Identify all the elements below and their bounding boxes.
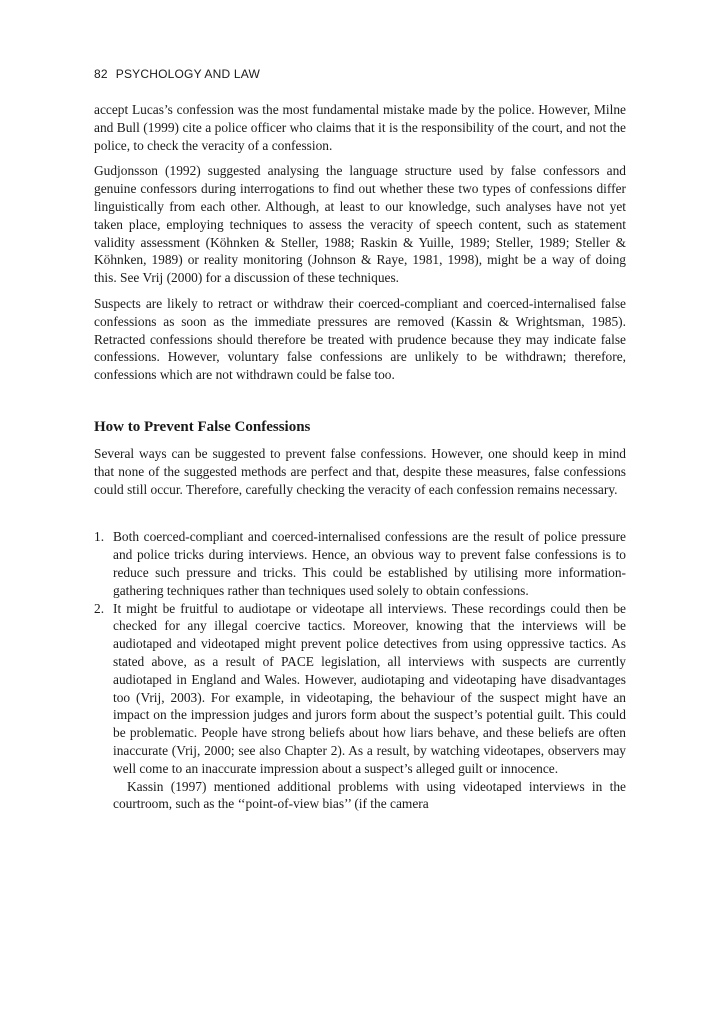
section-heading: How to Prevent False Confessions [94, 418, 311, 435]
body-paragraph: Suspects are likely to retract or withdraw their coerced-compliant and coerced-internalised false confessions as soon as the immediate pressures are removed (Kassin & Wrightsman, 1985). Retracted confessions should therefore be treated with prudence because they may indicate false confessions. However, voluntary false confessions are unlikely to be withdrawn; therefore, confessions which are not withdrawn could be false too. [94, 295, 626, 383]
list-number: 2. [94, 600, 105, 616]
body-paragraph: accept Lucas’s confession was the most fundamental mistake made by the police. However, Milne and Bull (1999) cite a police officer who claims that it is the responsibility of the court, and not the police, to check the veracity of a confession. [94, 102, 626, 153]
body-paragraph: Gudjonsson (1992) suggested analysing the language structure used by false confessors and genuine confessors during interrogations to find out whether these two types of confessions differ linguistically from each other. Although, at least to our knowledge, such analyses have not yet taken place, employing techniques to assess the veracity of speech content, such as statement validity assessment (Köhnken & Steller, 1988; Raskin & Yuille, 1989; Steller, 1989; Steller & Köhnken, 1989) or reality monitoring (Johnson & Raye, 1981, 1998), might be a way of doing this. See Vrij (2000) for a discussion of these techniques. [94, 163, 626, 286]
running-header [94, 66, 626, 82]
list-item-text: Both coerced-compliant and coerced-internalised confessions are the result of police pressure and police tricks during interviews. Hence, an obvious way to prevent false confessions is to reduce such pressure and tricks. This could be established by utilising more information-gathering techniques rather than techniques used solely to obtain confessions. [113, 529, 626, 598]
list-number: 1. [94, 529, 105, 545]
list-item-continuation: Kassin (1997) mentioned additional problems with using videotaped interviews in the courtroom, such as the ‘‘point-of-view bias’’ (if the camera [113, 778, 626, 812]
list-item [94, 528, 626, 599]
list-item-text: It might be fruitful to audiotape or videotape all interviews. These recordings could then be checked for any illegal coercive tactics. Moreover, knowing that the interviews will be audiotaped and videotaped might prevent police detectives from using oppressive tactics. As stated above, as a result of PACE legislation, all interviews with suspects are currently audiotaped in England and Wales. However, audiotaping and videotaping have disadvantages too (Vrij, 2003). For example, in videotaping, the behaviour of the suspect might have an impact on the impression judges and jurors form about the suspect’s potential guilt. This could be problematic. People have strong beliefs about how liars behave, and these beliefs are often inaccurate (Vrij, 2000; see also Chapter 2). As a result, by watching videotapes, observers may well come to an inaccurate impression about a suspect’s alleged guilt or innocence. [113, 600, 626, 776]
page-number: 82 [94, 67, 108, 81]
running-title: PSYCHOLOGY AND LAW [115, 67, 261, 81]
section-intro: Several ways can be suggested to prevent false confessions. However, one should keep in mind that none of the suggested methods are perfect and that, despite these measures, false confessions could still occur. Therefore, carefully checking the veracity of each confession remains necessary. [94, 445, 626, 497]
book-page [94, 66, 626, 813]
numbered-list [94, 528, 626, 813]
list-item [94, 600, 626, 814]
